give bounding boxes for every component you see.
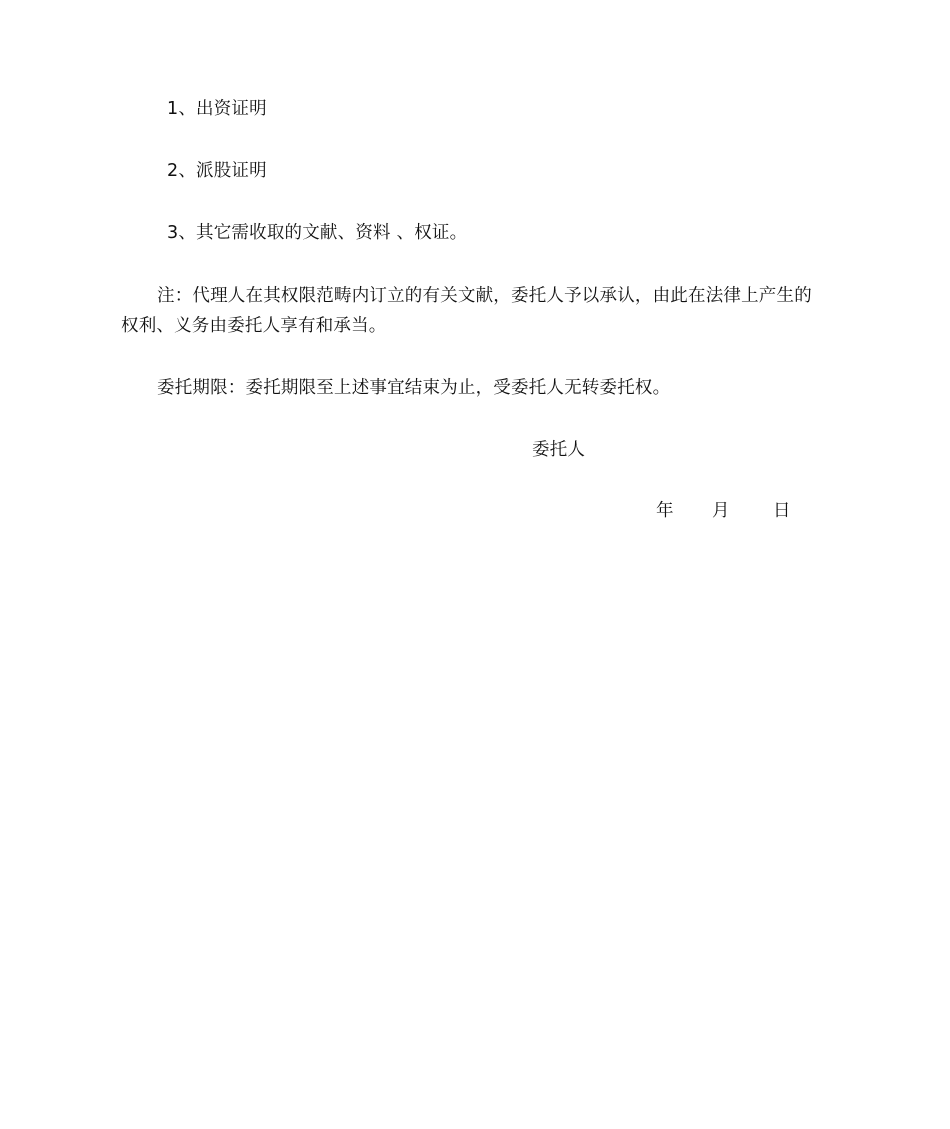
attachment-item-other-documents: 3、其它需收取的文献、资料 、权证。	[167, 223, 468, 243]
entrustment-term: 委托期限：委托期限至上述事宜结束为止，受委托人无转委托权。	[157, 378, 671, 398]
note-paragraph-line-2: 权利、义务由委托人享有和承当。	[121, 316, 387, 336]
attachment-item-capital-proof: 1、出资证明	[167, 99, 267, 119]
date-month-label: 月	[712, 501, 730, 521]
attachment-item-share-proof: 2、派股证明	[167, 161, 267, 181]
note-paragraph-line-1: 注：代理人在其权限范畴内订立的有关文献，委托人予以承认，由此在法律上产生的	[157, 286, 812, 306]
principal-signature-label: 委托人	[532, 440, 586, 460]
date-day-label: 日	[773, 501, 791, 521]
date-year-label: 年	[656, 501, 674, 521]
